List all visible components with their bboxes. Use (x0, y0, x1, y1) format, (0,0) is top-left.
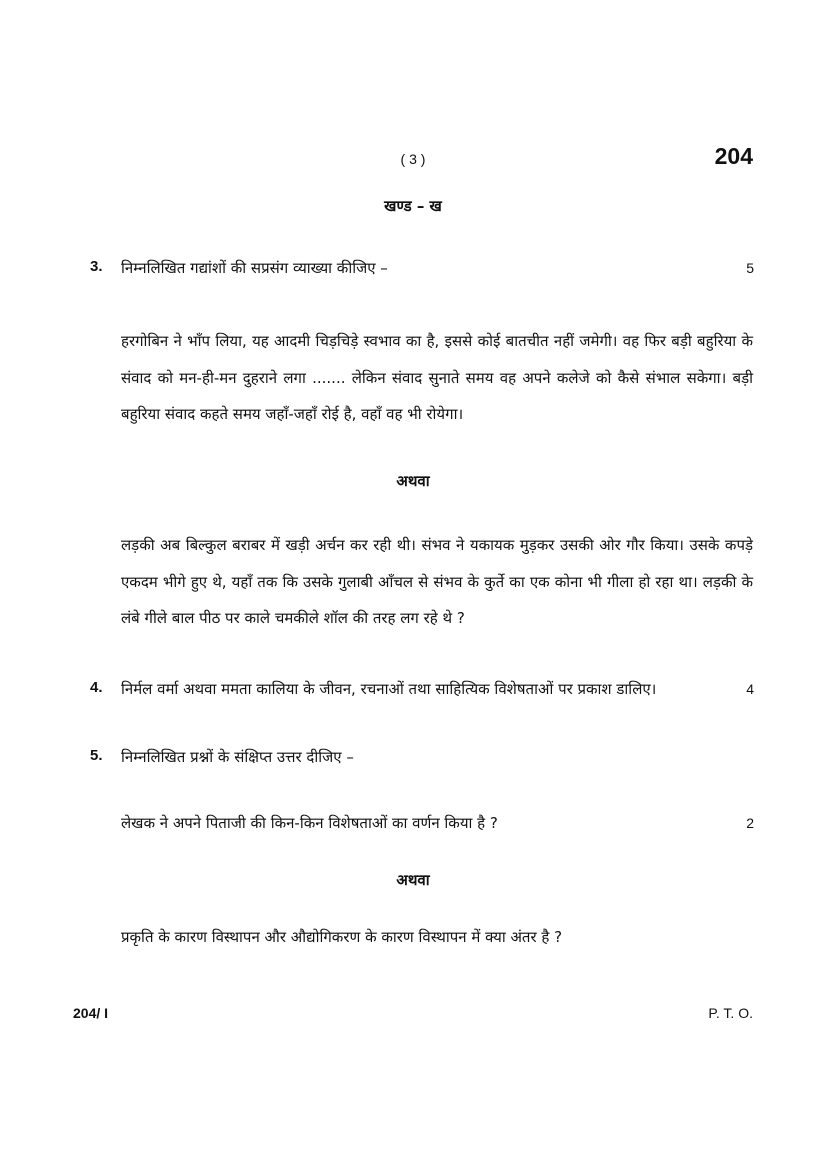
question-3-marks: 5 (746, 260, 754, 276)
footer-paper-code: 204/ I (73, 1005, 109, 1021)
question-4-text: निर्मल वर्मा अथवा ममता कालिया के जीवन, रचनाओं तथा साहित्यिक विशेषताओं पर प्रकाश डालिए। (121, 680, 657, 698)
question-3-text: निम्नलिखित गद्यांशों की सप्रसंग व्याख्या कीजिए – (121, 259, 388, 277)
footer-pto: P. T. O. (708, 1005, 753, 1021)
question-5-number: 5. (90, 747, 103, 764)
section-title: खण्ड – ख (384, 197, 442, 215)
page-number: ( 3 ) (400, 151, 426, 167)
question-3-passage-2: लड़की अब बिल्कुल बराबर में खड़ी अर्चन कर रही थी। संभव ने यकायक मुड़कर उसकी ओर गौर किया। उसके कपड़े एकदम भीगे हुए थे, यहाँ तक कि उसके गुलाबी आँचल से संभव के कुर्ते का एक कोना भी गीला हो रहा था। लड़की के लंबे गीले बाल पीठ पर काले चमकीले शॉल की तरह लग रहे थे ? (121, 536, 753, 627)
question-5-or-label: अथवा (396, 871, 430, 889)
question-3-passage-1: हरगोबिन ने भाँप लिया, यह आदमी चिड़चिड़े स्वभाव का है, इससे कोई बातचीत नहीं जमेगी। वह फिर बड़ी बहुरिया के संवाद को मन-ही-मन दुहराने लगा ....... लेकिन संवाद सुनाते समय वह अपने कलेजे को कैसे संभाल सकेगा। बड़ी बहुरिया संवाद कहते समय जहाँ-जहाँ रोई है, वहाँ वह भी रोयेगा। (121, 332, 753, 423)
question-5-sub-question-2: प्रकृति के कारण विस्थापन और औद्योगिकरण के कारण विस्थापन में क्या अंतर है ? (121, 928, 563, 946)
question-4-number: 4. (90, 679, 103, 696)
paper-code: 204 (714, 143, 753, 169)
question-3-number: 3. (90, 258, 103, 275)
question-5-sub-1-marks: 2 (746, 815, 754, 831)
question-5-text: निम्नलिखित प्रश्नों के संक्षिप्त उत्तर दीजिए – (121, 748, 354, 766)
question-5-sub-question-1: लेखक ने अपने पिताजी की किन-किन विशेषताओं का वर्णन किया है ? (121, 814, 498, 832)
question-3-or-label: अथवा (396, 472, 430, 490)
question-4-marks: 4 (746, 681, 754, 697)
